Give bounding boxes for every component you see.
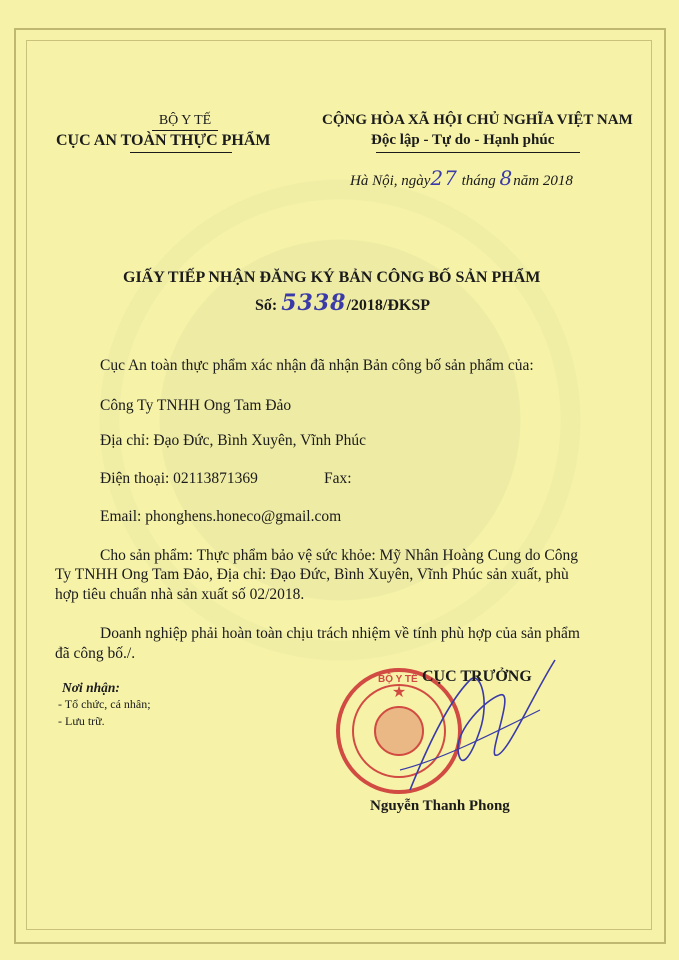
agency-name: CỤC AN TOÀN THỰC PHẨM [56,132,271,149]
document-number [255,290,430,316]
ministry-underline [152,130,218,131]
date-prefix: Hà Nội, ngày [350,173,431,189]
date-month-word: tháng [461,173,496,189]
document-title: GIẤY TIẾP NHẬN ĐĂNG KÝ BẢN CÔNG BỐ SẢN PHẨM [123,269,541,286]
intro-text: Cục An toàn thực phẩm xác nhận đã nhận Bản công bố sản phẩm của: [100,357,534,374]
company-email: Email: phonghens.honeco@gmail.com [100,508,342,525]
date-month-handwritten: 8 [499,166,514,190]
product-line-1: Cho sản phẩm: Thực phẩm bảo vệ sức khỏe: Mỹ Nhân Hoàng Cung do Công [100,547,579,564]
number-prefix: Số: [255,297,278,314]
company-phone: Điện thoại: 02113871369 [100,470,258,487]
company-fax: Fax: [324,470,352,487]
republic-title: CỘNG HÒA XÃ HỘI CHỦ NGHĨA VIỆT NAM [322,112,633,128]
seal-star-icon: ★ [391,684,407,701]
number-handwritten: 5338 [281,290,347,316]
ministry-name: BỘ Y TẾ [158,113,212,128]
signatory-position: CỤC TRƯỞNG [422,668,532,685]
agency-underline [130,152,232,153]
product-line-3: hợp tiêu chuẩn nhà sản xuất số 02/2018. [55,586,305,603]
company-address: Địa chỉ: Đạo Đức, Bình Xuyên, Vĩnh Phúc [100,432,366,449]
date-day-handwritten: 27 [430,166,458,190]
issue-date [350,166,573,190]
motto-underline [376,152,580,153]
number-suffix: /2018/ĐKSP [346,297,431,314]
recipient-item-2: - Lưu trữ. [58,714,105,728]
recipients-label: Nơi nhận: [62,680,120,695]
signature-scribble [340,640,570,800]
seal-top-text: BỘ Y TẾ [378,674,418,685]
responsibility-line-1: Doanh nghiệp phải hoàn toàn chịu trách nhiệm về tính phù hợp của sản phẩm [100,625,580,642]
responsibility-line-2: đã công bố./. [55,645,136,662]
signatory-name: Nguyễn Thanh Phong [370,798,510,814]
national-motto: Độc lập - Tự do - Hạnh phúc [371,132,555,148]
company-name: Công Ty TNHH Ong Tam Đảo [100,397,292,414]
date-year: năm 2018 [513,173,573,189]
product-line-2: Ty TNHH Ong Tam Đảo, Địa chỉ: Đạo Đức, Bình Xuyên, Vĩnh Phúc sản xuất, phù [55,566,569,583]
recipient-item-1: - Tổ chức, cá nhân; [58,697,151,711]
